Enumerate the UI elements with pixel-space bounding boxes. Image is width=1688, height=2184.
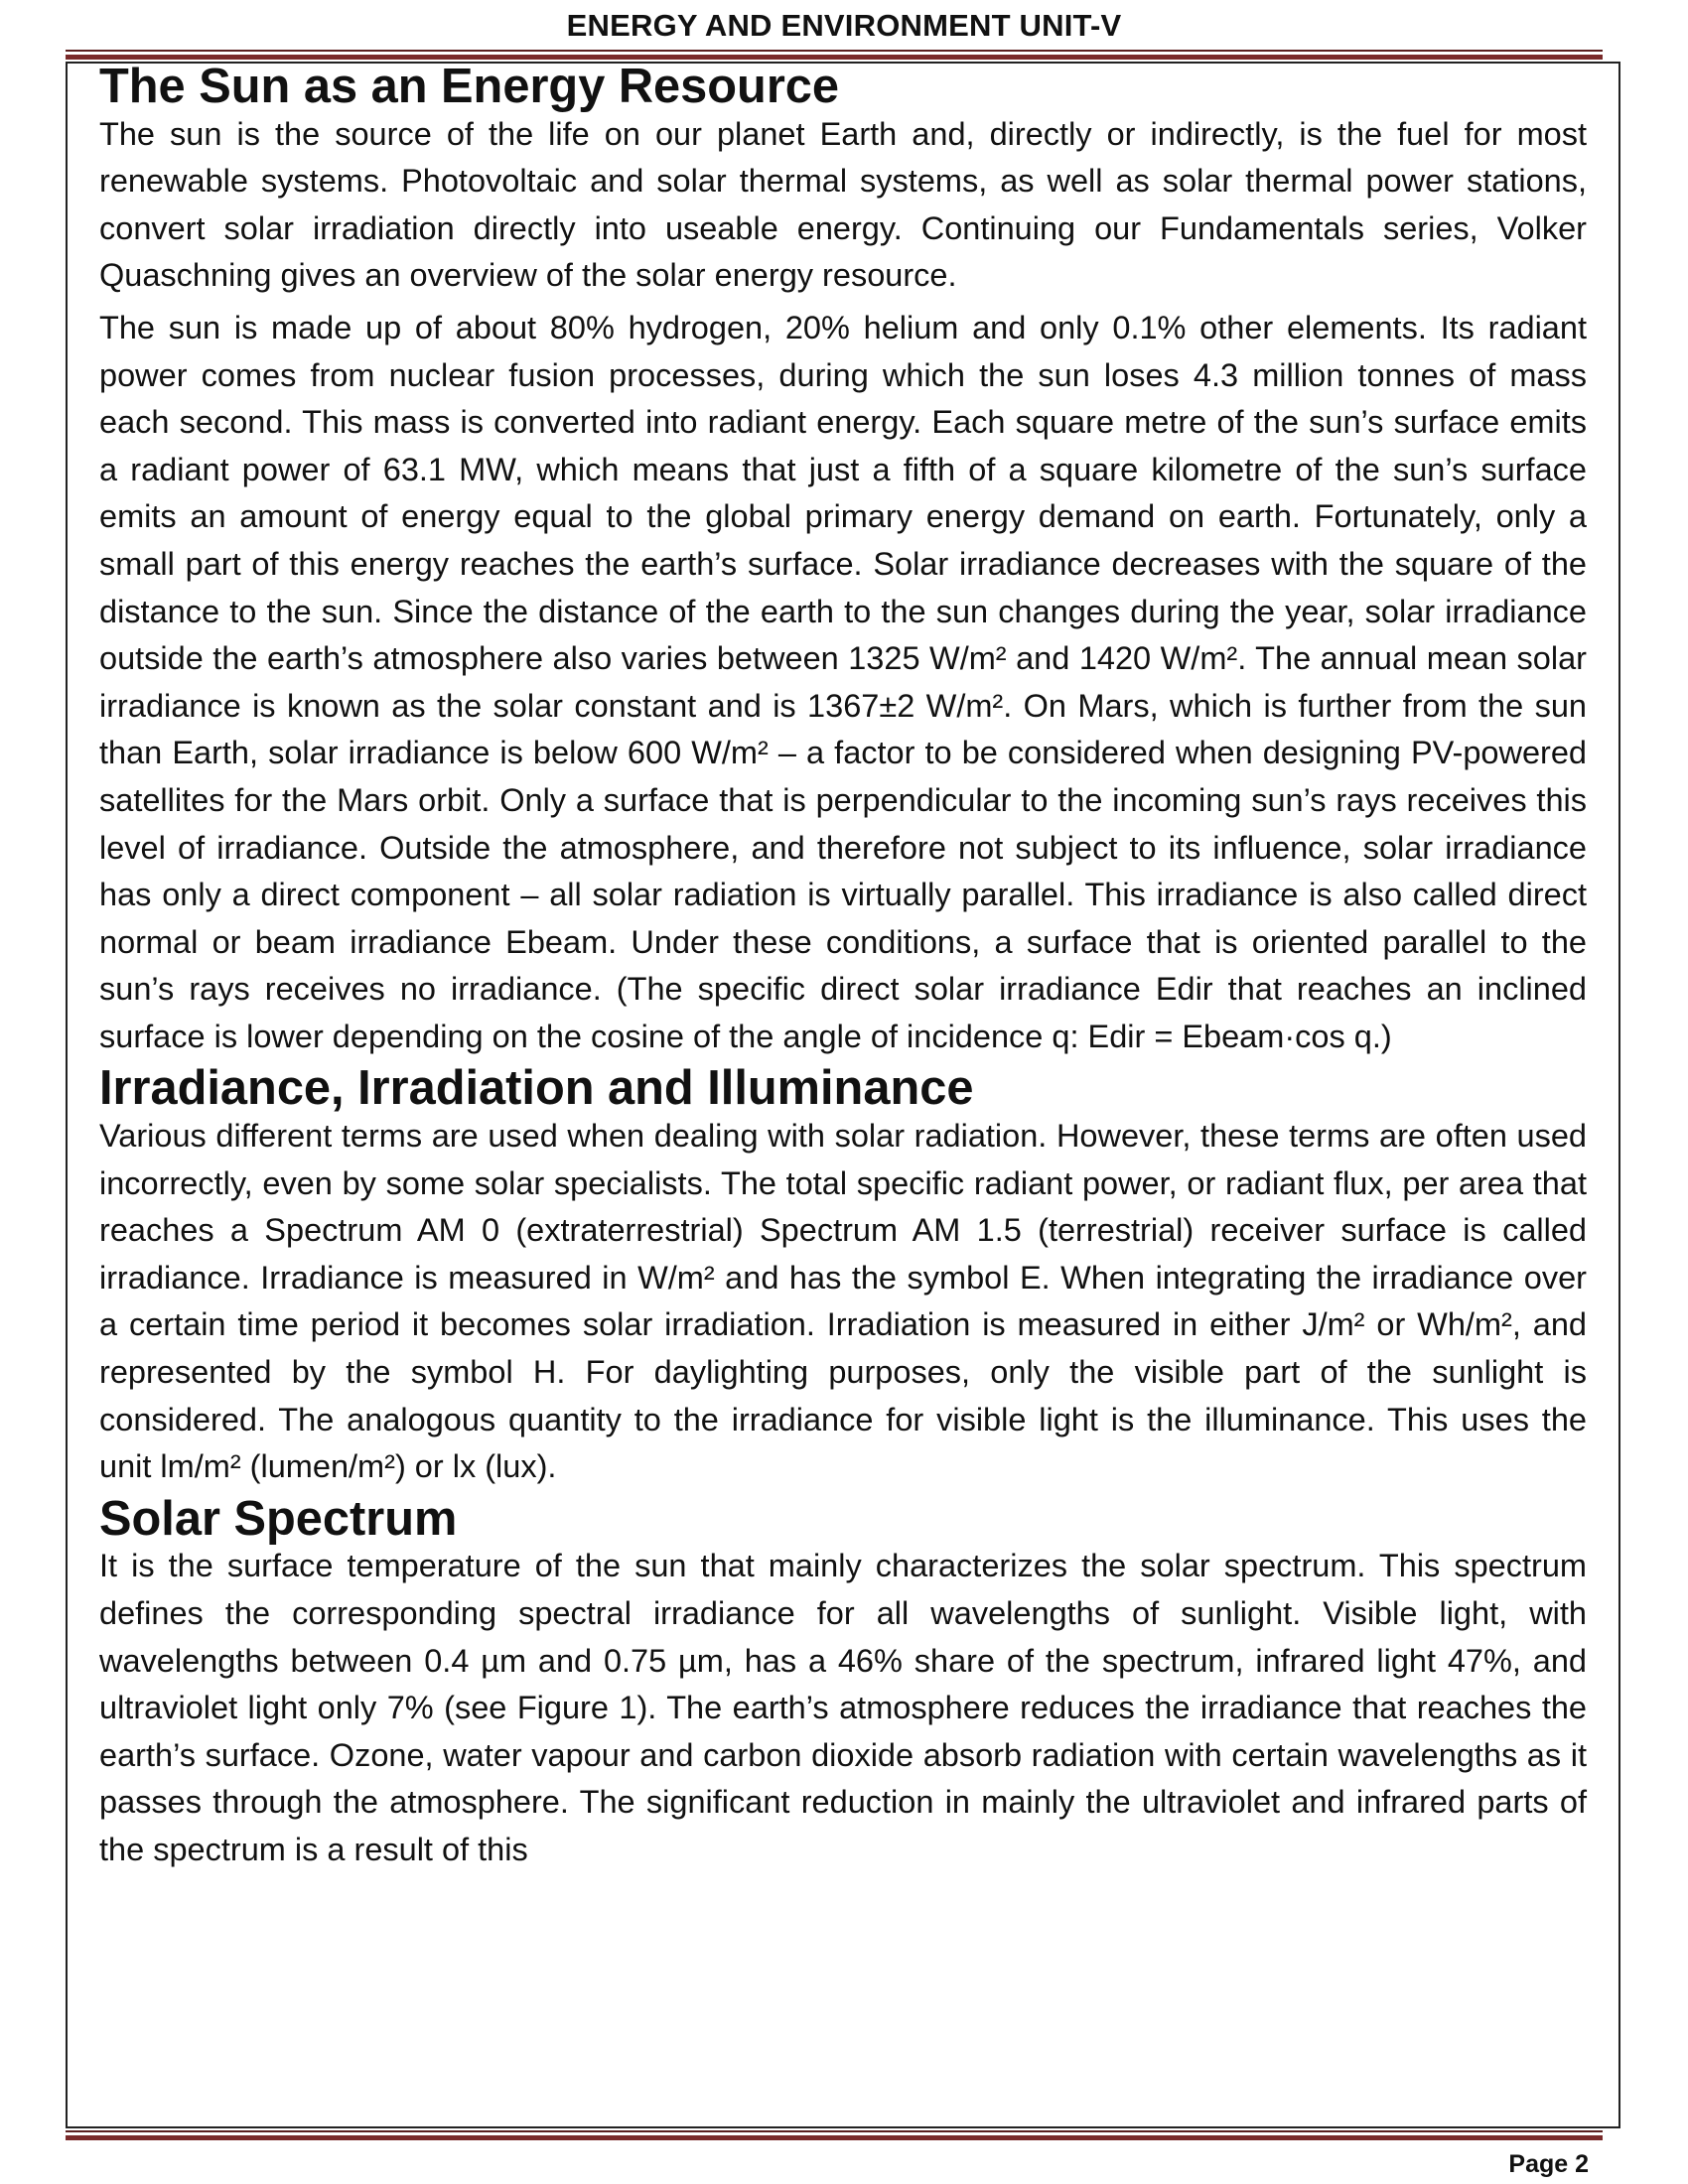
section-sun-energy-resource [99, 60, 1587, 1060]
page-header-title: ENERGY AND ENVIRONMENT UNIT-V [566, 8, 1122, 43]
section-heading: The Sun as an Energy Resource [99, 60, 840, 113]
header-divider [66, 50, 1603, 60]
document-body [99, 60, 1587, 1879]
page-number: Page 2 [1508, 2150, 1589, 2178]
section-heading: Irradiance, Irradiation and Illuminance [99, 1061, 974, 1116]
section-irradiance-irradiation-illuminance [99, 1061, 1587, 1490]
section-heading: Solar Spectrum [99, 1491, 458, 1546]
section-solar-spectrum [99, 1491, 1587, 1874]
paragraph: The sun is made up of about 80% hydrogen, 20% helium and only 0.1% other elements. Its radiant power comes from nuclear fusion processes, during which the sun loses 4.3 million tonnes of mass each second. This mass is converted into radiant energy. Each square metre of the sun’s surface emits a radiant power of 63.1 MW, which means that just a fifth of a square kilometre of the sun’s surface emits an amount of energy equal to the global primary energy demand on earth. Fortunately, only a small part of this energy reaches the earth’s surface. Solar irradiance decreases with the square of the distance to the sun. Since the distance of the earth to the sun changes during the year, solar irradiance outside the earth’s atmosphere also varies between 1325 W/m² and 1420 W/m². The annual mean solar irradiance is known as the solar constant and is 1367±2 W/m². On Mars, which is further from the sun than Earth, solar irradiance is below 600 W/m² – a factor to be considered when designing PV-powered satellites for the Mars orbit. Only a surface that is perpendicular to the incoming sun’s rays receives this level of irradiance. Outside the atmosphere, and therefore not subject to its influence, solar irradiance has only a direct component – all solar radiation is virtually parallel. This irradiance is also called direct normal or beam irradiance Ebeam. Under these conditions, a surface that is oriented parallel to the sun’s rays receives no irradiance. (The specific direct solar irradiance Edir that reaches an inclined surface is lower depending on the cosine of the angle of incidence q: Edir = Ebeam·cos q.) [99, 309, 1587, 1054]
paragraph: The sun is the source of the life on our planet Earth and, directly or indirectly, is the fuel for most renewable systems. Photovoltaic and solar thermal systems, as well as solar thermal power stations, convert solar irradiation directly into useable energy. Continuing our Fundamentals series, Volker Quaschning gives an overview of the solar energy resource. [99, 115, 1587, 294]
paragraph: It is the surface temperature of the sun that mainly characterizes the solar spectrum. This spectrum defines the corresponding spectral irradiance for all wavelengths of sunlight. Visible light, with wavelengths between 0.4 µm and 0.75 µm, has a 46% share of the spectrum, infrared light 47%, and ultraviolet light only 7% (see Figure 1). The earth’s atmosphere reduces the irradiance that reaches the earth’s surface. Ozone, water vapour and carbon dioxide absorb radiation with certain wavelengths as it passes through the atmosphere. The significant reduction in mainly the ultraviolet and infrared parts of the spectrum is a result of this [99, 1548, 1587, 1867]
footer-divider [66, 2130, 1603, 2140]
paragraph: Various different terms are used when dealing with solar radiation. However, these terms are often used incorrectly, even by some solar specialists. The total specific radiant power, or radiant flux, per area that reaches a Spectrum AM 0 (extraterrestrial) Spectrum AM 1.5 (terrestrial) receiver surface is called irradiance. Irradiance is measured in W/m² and has the symbol E. When integrating the irradiance over a certain time period it becomes solar irradiation. Irradiation is measured in either J/m² or Wh/m², and represented by the symbol H. For daylighting purposes, only the visible part of the sunlight is considered. The analogous quantity to the irradiance for visible light is the illuminance. This uses the unit lm/m² (lumen/m²) or lx (lux). [99, 1118, 1587, 1485]
